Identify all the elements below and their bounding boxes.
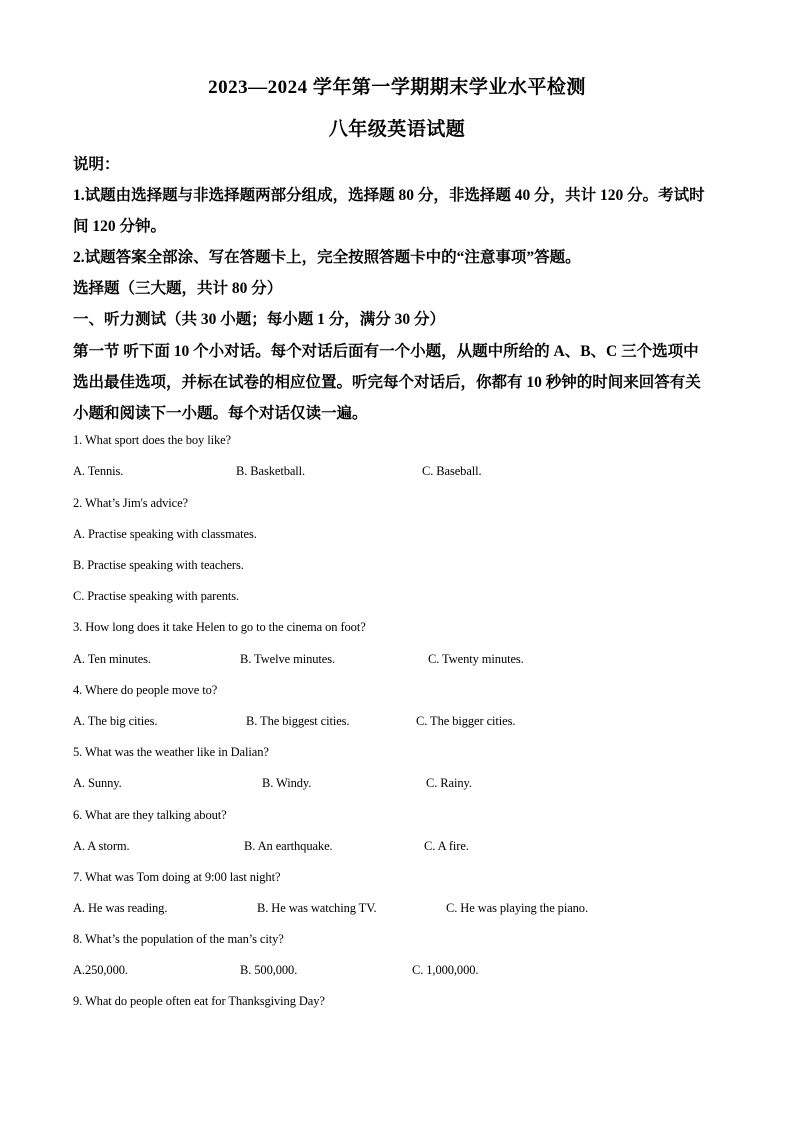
exam-title: 2023—2024 学年第一学期期末学业水平检测 xyxy=(208,77,586,98)
question-1-option-c: C. Baseball. xyxy=(422,464,482,478)
exam-subtitle: 八年级英语试题 xyxy=(328,119,466,140)
question-5: 5. What was the weather like in Dalian? xyxy=(73,745,269,759)
question-2-option-a: A. Practise speaking with classmates. xyxy=(73,527,257,541)
question-2-option-c: C. Practise speaking with parents. xyxy=(73,589,240,603)
question-8-option-a: A.250,000. xyxy=(73,963,128,977)
question-6-option-b: B. An earthquake. xyxy=(244,839,333,853)
part1-intro-line-1: 第一节 听下面 10 个小对话。每个对话后面有一个小题，从题中所给的 A、B、C 三个选项中 xyxy=(73,343,699,360)
question-5-option-c: C. Rainy. xyxy=(426,776,472,790)
question-8-option-b: B. 500,000. xyxy=(240,963,298,977)
question-3-option-b: B. Twelve minutes. xyxy=(240,652,336,666)
question-1-option-a: A. Tennis. xyxy=(73,464,124,478)
question-8-option-c: C. 1,000,000. xyxy=(412,963,479,977)
question-6-option-a: A. A storm. xyxy=(73,839,130,853)
part1-intro-line-2: 选出最佳选项，并标在试卷的相应位置。听完每个对话后，你都有 10 秒钟的时间来回答有关 xyxy=(73,374,701,391)
question-4-option-c: C. The bigger cities. xyxy=(416,714,516,728)
question-4: 4. Where do people move to? xyxy=(73,683,218,697)
question-4-option-a: A. The big cities. xyxy=(73,714,158,728)
instructions-heading: 说明： xyxy=(73,156,120,173)
instruction-2: 2.试题答案全部涂、写在答题卡上，完全按照答题卡中的“注意事项”答题。 xyxy=(73,249,581,266)
question-7-option-c: C. He was playing the piano. xyxy=(446,901,588,915)
instruction-1-line-1: 1.试题由选择题与非选择题两部分组成，选择题 80 分，非选择题 40 分，共计 120 分。考试时 xyxy=(73,187,705,204)
question-5-option-b: B. Windy. xyxy=(262,776,312,790)
question-9: 9. What do people often eat for Thanksgiving Day? xyxy=(73,994,325,1008)
question-1: 1. What sport does the boy like? xyxy=(73,433,231,447)
question-6-option-c: C. A fire. xyxy=(424,839,469,853)
question-2: 2. What’s Jim's advice? xyxy=(73,496,188,510)
question-7-option-b: B. He was watching TV. xyxy=(257,901,377,915)
part1-heading: 一、听力测试（共 30 小题；每小题 1 分，满分 30 分） xyxy=(73,311,446,328)
part1-intro-line-3: 小题和阅读下一小题。每个对话仅读一遍。 xyxy=(73,405,368,422)
question-3: 3. How long does it take Helen to go to the cinema on foot? xyxy=(73,620,366,634)
question-5-option-a: A. Sunny. xyxy=(73,776,122,790)
question-1-option-b: B. Basketball. xyxy=(236,464,306,478)
question-8: 8. What’s the population of the man’s city? xyxy=(73,932,284,946)
instruction-1-line-2: 间 120 分钟。 xyxy=(73,218,167,235)
question-3-option-c: C. Twenty minutes. xyxy=(428,652,524,666)
question-2-option-b: B. Practise speaking with teachers. xyxy=(73,558,244,572)
question-7: 7. What was Tom doing at 9:00 last night? xyxy=(73,870,281,884)
question-4-option-b: B. The biggest cities. xyxy=(246,714,350,728)
question-7-option-a: A. He was reading. xyxy=(73,901,168,915)
question-6: 6. What are they talking about? xyxy=(73,808,227,822)
choice-section-heading: 选择题（三大题，共计 80 分） xyxy=(73,280,283,297)
question-3-option-a: A. Ten minutes. xyxy=(73,652,151,666)
